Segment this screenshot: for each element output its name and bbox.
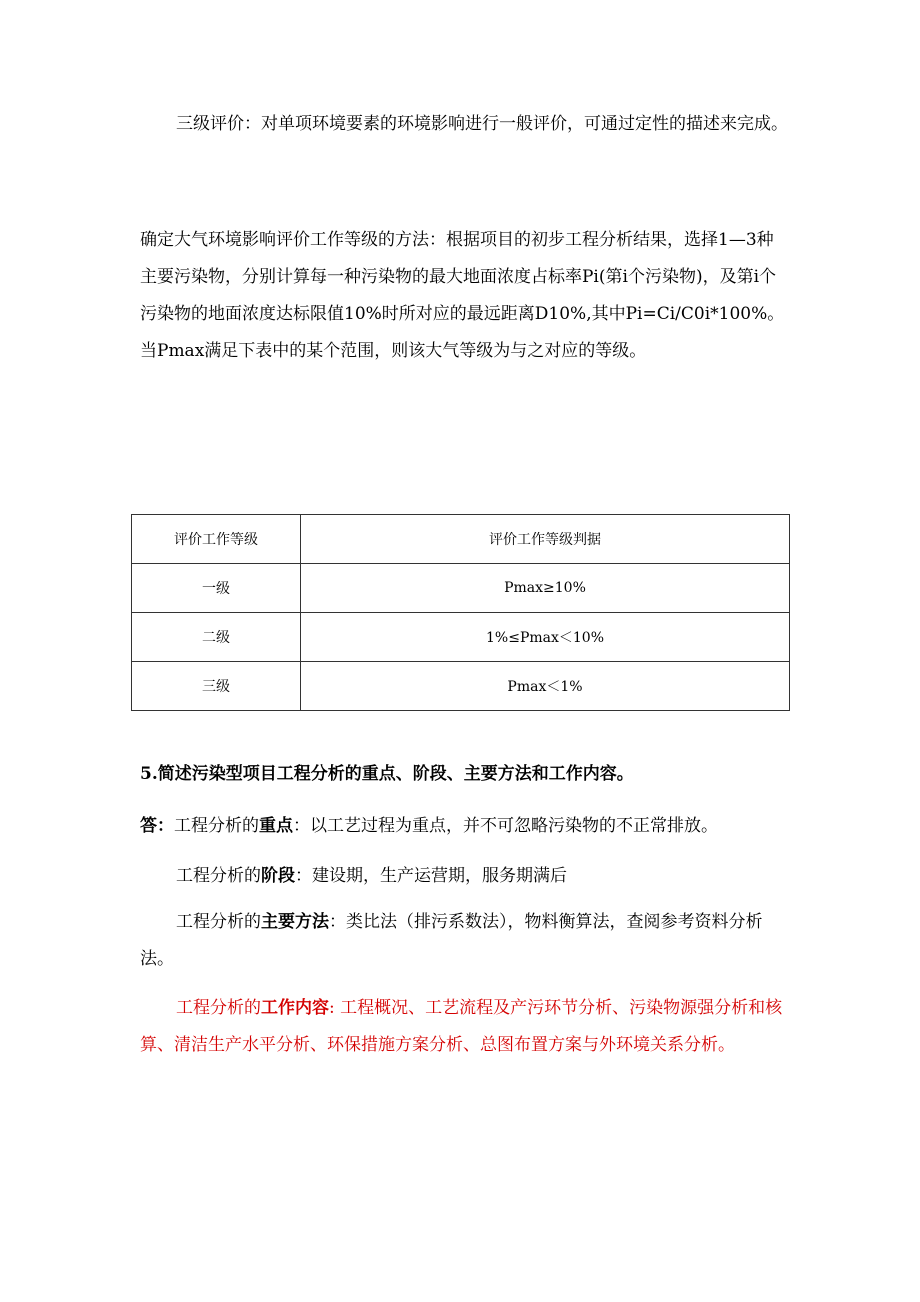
answer-text: ：建设期，生产运营期，服务期满后 xyxy=(295,866,567,886)
answer-prefix: 工程分析的 xyxy=(176,998,261,1018)
answer-key-points xyxy=(140,808,790,845)
answer-methods xyxy=(140,904,790,978)
answer-text: ：以工艺过程为重点，并不可忽略污染物的不正常排放。 xyxy=(293,816,718,836)
table-cell: 二级 xyxy=(132,613,301,662)
table-row xyxy=(132,613,790,662)
paragraph-air-grade-method: 确定大气环境影响评价工作等级的方法：根据项目的初步工程分析结果，选择1—3种主要污染物，分别计算每一种污染物的最大地面浓度占标率Pi(第i个污染物)，及第i个污染物的地面浓度达标限值10%时所对应的最远距离D10%,其中Pi=Ci/C0i*100%。当Pmax满足下表中的某个范围，则该大气等级为与之对应的等级。 xyxy=(140,230,785,361)
answer-keyword: 阶段 xyxy=(261,866,295,886)
answer-work-content xyxy=(140,990,790,1064)
answer-prefix: 工程分析的 xyxy=(174,816,259,836)
answer-prefix: 工程分析的 xyxy=(176,866,261,886)
table-cell: 三级 xyxy=(132,662,301,711)
answer-keyword: 工作内容 xyxy=(261,998,329,1018)
table-row xyxy=(132,564,790,613)
answer-label: 答： xyxy=(140,816,174,836)
table-header-cell: 评价工作等级判据 xyxy=(301,515,790,564)
answer-text: ：类比法（排污系数法），物料衡算法，查阅参考资料分析法。 xyxy=(140,912,763,969)
grade-table xyxy=(131,514,790,711)
table-cell: 1%≤Pmax＜10% xyxy=(301,613,790,662)
paragraph-third-level-evaluation: 三级评价：对单项环境要素的环境影响进行一般评价，可通过定性的描述来完成。 xyxy=(176,114,788,134)
table-cell: Pmax＜1% xyxy=(301,662,790,711)
table-cell: Pmax≥10% xyxy=(301,564,790,613)
question-heading: 5.简述污染型项目工程分析的重点、阶段、主要方法和工作内容。 xyxy=(140,764,634,784)
table-cell: 一级 xyxy=(132,564,301,613)
table-row xyxy=(132,662,790,711)
answer-text: : 工程概况、工艺流程及产污环节分析、污染物源强分析和核算、清洁生产水平分析、环保措施方案分析、总图布置方案与外环境关系分析。 xyxy=(140,998,783,1055)
table-header-cell: 评价工作等级 xyxy=(132,515,301,564)
table-header-row xyxy=(132,515,790,564)
answer-keyword: 重点 xyxy=(259,816,293,836)
answer-prefix: 工程分析的 xyxy=(176,912,261,932)
answer-keyword: 主要方法 xyxy=(261,912,329,932)
answer-stages xyxy=(140,858,790,895)
